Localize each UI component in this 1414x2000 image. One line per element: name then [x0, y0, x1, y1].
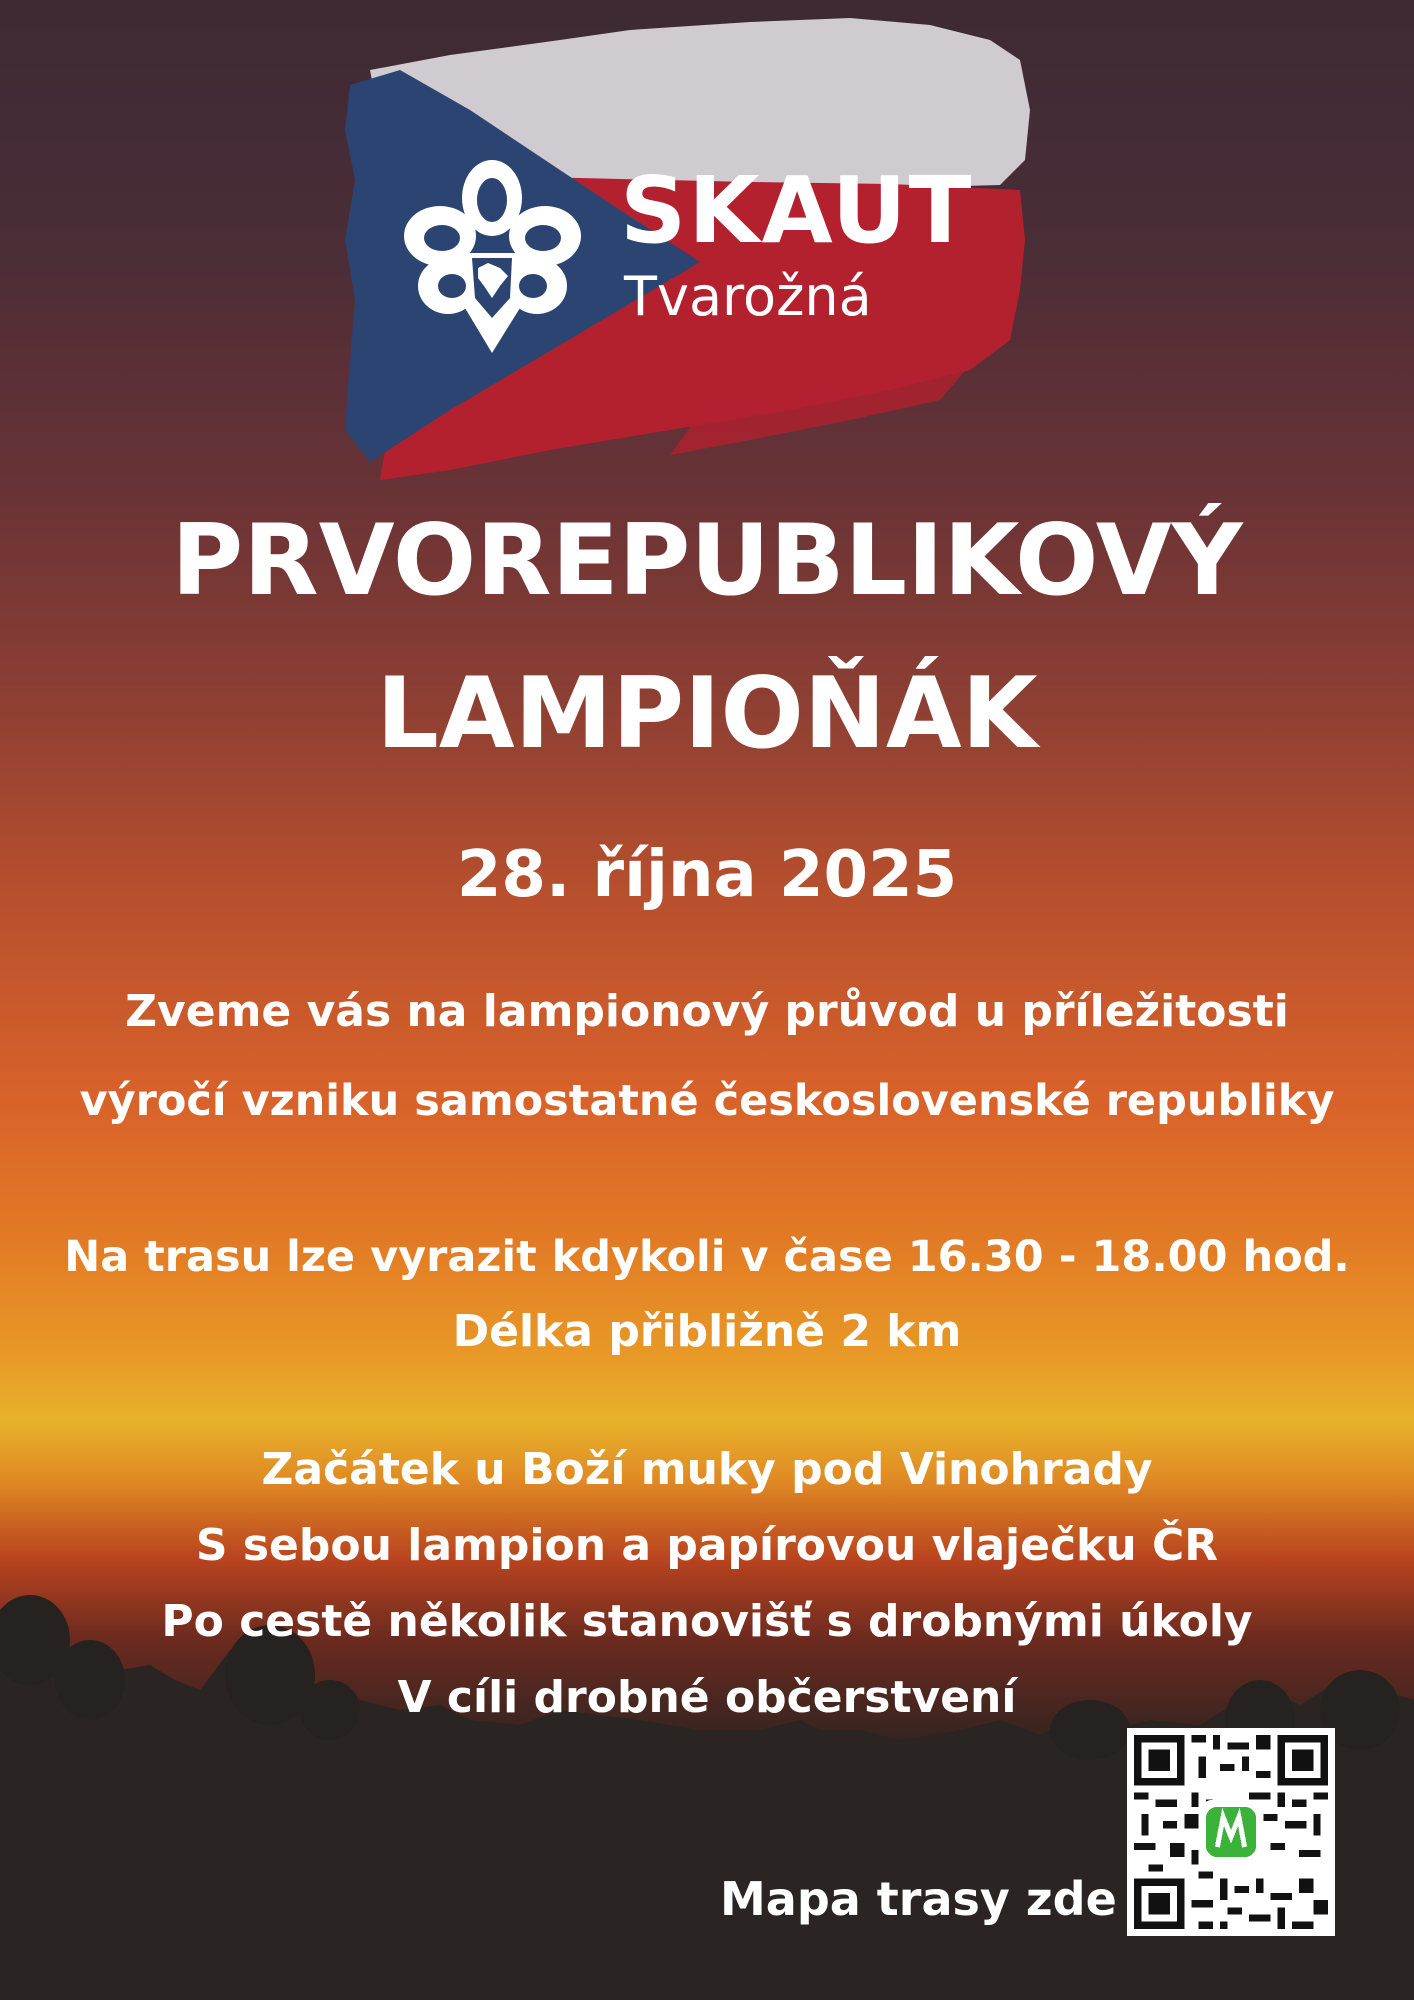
event-date: 28. října 2025: [456, 838, 958, 912]
invite-line-2: výročí vzniku samostatné československé republiky: [79, 1076, 1335, 1126]
logo-name: SKAUT: [620, 157, 974, 264]
detail-stations: Po cestě několik stanovišť s drobnými úkoly: [161, 1596, 1253, 1647]
detail-refreshment: V cíli drobné občerstvení: [397, 1672, 1017, 1723]
invite-line-1: Zveme vás na lampionový průvod u příležitosti: [125, 986, 1289, 1037]
detail-start: Začátek u Boží muky pod Vinohrady: [261, 1444, 1153, 1495]
route-length: Délka přibližně 2 km: [452, 1306, 962, 1357]
detail-bring: S sebou lampion a papírovou vlaječku ČR: [195, 1520, 1219, 1571]
logo-place: Tvarožná: [624, 265, 872, 328]
title-line-1: PRVOREPUBLIKOVÝ: [171, 504, 1243, 618]
route-time: Na trasu lze vyrazit kdykoli v čase 16.30 - 18.00 hod.: [64, 1232, 1350, 1282]
title-line-2: LAMPIOŇÁK: [376, 657, 1038, 771]
map-label: Mapa trasy zde: [720, 1872, 1117, 1926]
scout-lily-icon: [400, 158, 585, 353]
qr-code-icon[interactable]: [1127, 1728, 1335, 1936]
